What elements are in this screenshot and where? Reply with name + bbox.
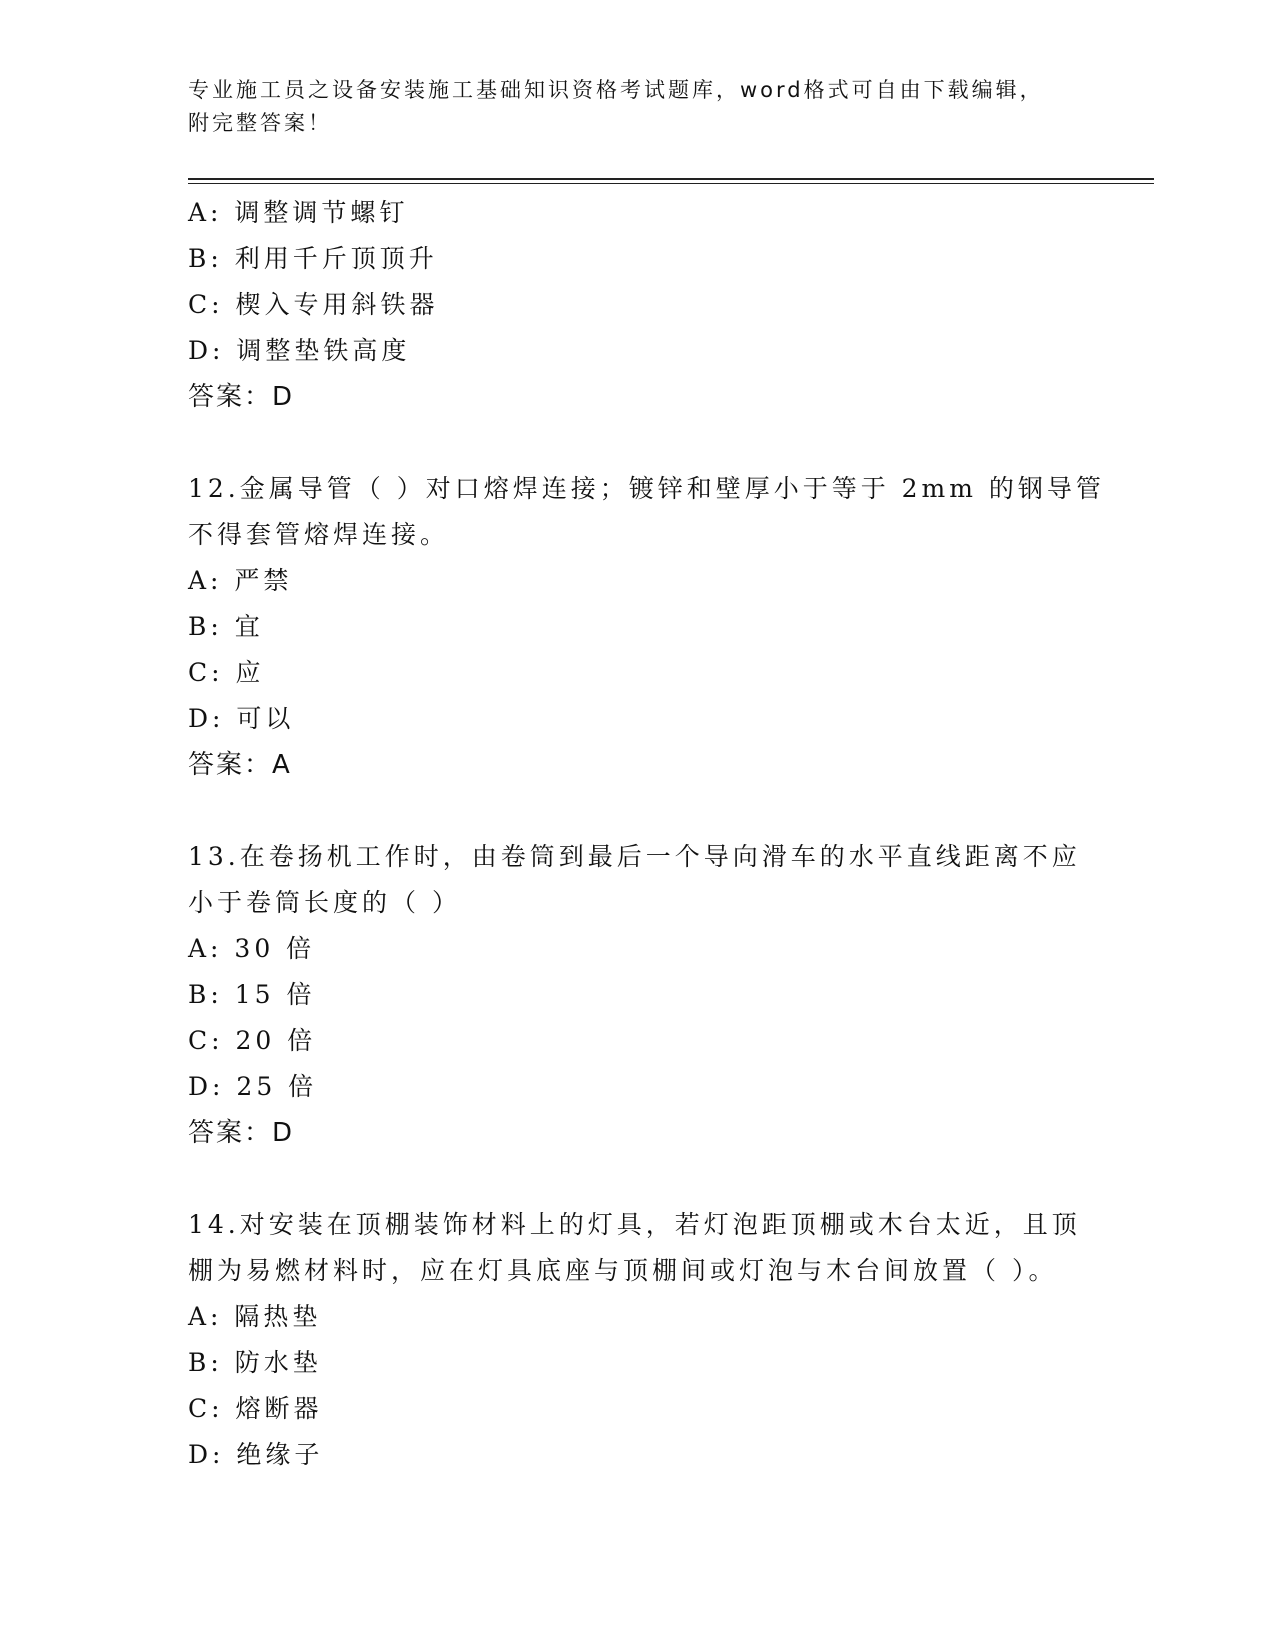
spacer — [188, 420, 1088, 466]
header-divider-thin — [188, 183, 1154, 184]
question-stem-line-1: 12.金属导管（ ）对口熔焊连接；镀锌和壁厚小于等于 2mm 的钢导管 — [188, 474, 1105, 503]
option-c: C: 20 倍 — [188, 1026, 317, 1055]
answer-line: 答案：D — [188, 382, 295, 412]
option-d: D: 调整垫铁高度 — [188, 336, 411, 365]
header-line-1: 专业施工员之设备安装施工基础知识资格考试题库，word格式可自由下载编辑， — [188, 78, 1044, 102]
question-stem-line-2: 小于卷筒长度的（ ） — [188, 888, 461, 917]
question-list — [188, 190, 1105, 1478]
option-d: D: 绝缘子 — [188, 1440, 324, 1469]
option-d: D: 可以 — [188, 704, 295, 733]
spacer — [188, 1156, 1088, 1202]
option-a: A: 30 倍 — [188, 934, 316, 963]
option-a: A: 严禁 — [188, 566, 293, 595]
question-11-continued — [188, 190, 1088, 420]
option-b: B: 利用千斤顶顶升 — [188, 244, 438, 273]
option-b: B: 15 倍 — [188, 980, 316, 1009]
answer-line: 答案：D — [188, 1118, 295, 1148]
answer-line: 答案：A — [188, 750, 292, 780]
question-14 — [188, 1202, 1088, 1478]
question-stem-line-1: 14.对安装在顶棚装饰材料上的灯具，若灯泡距顶棚或木台太近，且顶 — [188, 1210, 1081, 1239]
question-stem-line-2: 棚为易燃材料时，应在灯具底座与顶棚间或灯泡与木台间放置（ ）。 — [188, 1256, 1058, 1285]
option-c: C: 熔断器 — [188, 1394, 323, 1423]
header-divider-thick — [188, 178, 1154, 180]
document-header — [188, 74, 1068, 140]
option-a: A: 隔热垫 — [188, 1302, 322, 1331]
question-stem-line-1: 13.在卷扬机工作时，由卷筒到最后一个导向滑车的水平直线距离不应 — [188, 842, 1081, 871]
spacer — [188, 788, 1088, 834]
option-c: C: 应 — [188, 658, 265, 687]
question-stem-line-2: 不得套管熔焊连接。 — [188, 520, 450, 549]
option-b: B: 宜 — [188, 612, 264, 641]
option-a: A: 调整调节螺钉 — [188, 198, 409, 227]
question-13 — [188, 834, 1088, 1156]
question-12 — [188, 466, 1105, 788]
header-line-2: 附完整答案！ — [188, 111, 332, 135]
option-c: C: 楔入专用斜铁器 — [188, 290, 439, 319]
option-b: B: 防水垫 — [188, 1348, 322, 1377]
option-d: D: 25 倍 — [188, 1072, 318, 1101]
